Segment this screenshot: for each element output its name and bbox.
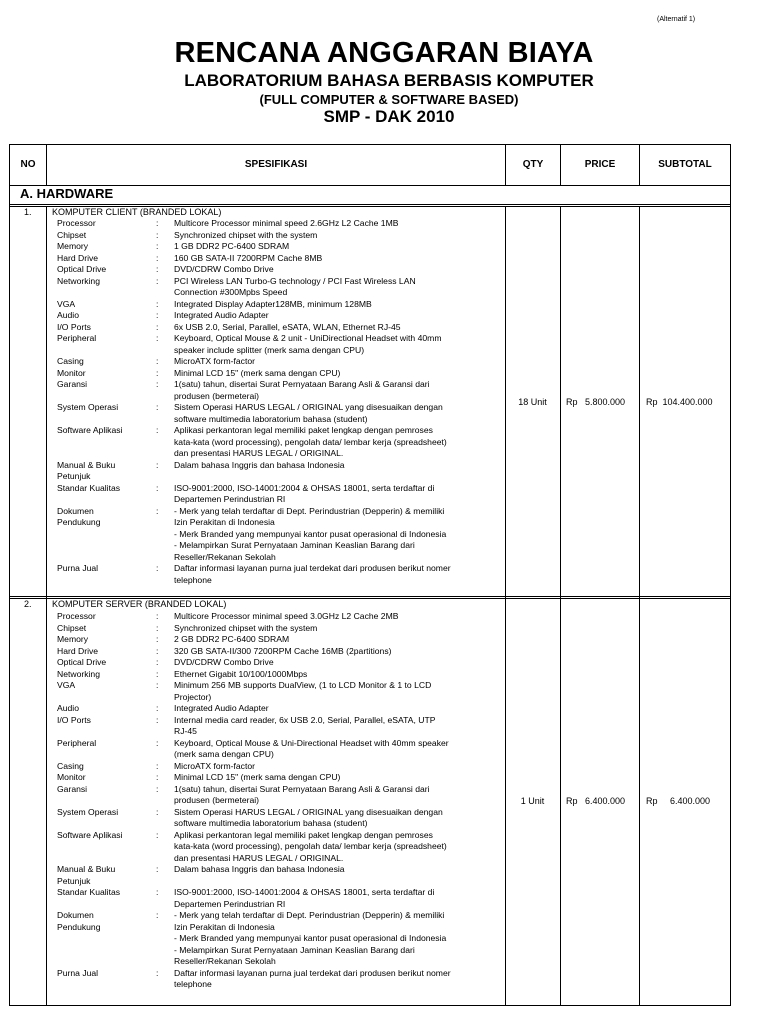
spec-row xyxy=(57,772,502,784)
spec-value xyxy=(174,887,502,910)
spec-label xyxy=(57,333,156,345)
document-subtitle-3: SMP - DAK 2010 xyxy=(323,107,455,126)
spec-separator: : xyxy=(156,714,159,725)
spec-separator: : xyxy=(156,563,159,573)
spec-value xyxy=(174,669,502,681)
spec-value-line: - Melampirkan Surat Pernyataan Jaminan Keaslian Barang dari xyxy=(174,540,415,550)
spec-row xyxy=(57,761,502,773)
spec-label-line: Audio xyxy=(57,310,79,320)
spec-label xyxy=(57,657,156,669)
spec-value xyxy=(174,253,502,265)
spec-value-line: speaker include splitter (merk sama dengan CPU) xyxy=(174,344,365,355)
spec-row xyxy=(57,623,502,635)
spec-value xyxy=(174,322,502,334)
spec-value-line: Connection #300Mpbs Speed xyxy=(174,287,288,297)
table-bottom-border xyxy=(9,1005,731,1006)
spec-value xyxy=(174,623,502,635)
spec-label xyxy=(57,299,156,311)
spec-label xyxy=(57,887,156,899)
spec-separator: : xyxy=(156,622,159,633)
spec-label-line: Pendukung xyxy=(57,921,101,932)
spec-label xyxy=(57,611,156,623)
spec-value-line: 1(satu) tahun, disertai Surat Pernyataan Barang Asli & Garansi dari xyxy=(174,379,430,389)
item-qty: 1 Unit xyxy=(520,796,545,806)
spec-value xyxy=(174,483,502,506)
spec-value xyxy=(174,968,502,991)
spec-value xyxy=(174,506,502,564)
item-subtotal: Rp 6.400.000 xyxy=(646,796,711,806)
spec-label xyxy=(57,368,156,380)
spec-label xyxy=(57,356,156,368)
spec-label xyxy=(57,910,156,933)
spec-value xyxy=(174,563,502,586)
spec-value-line: telephone xyxy=(174,574,212,585)
spec-value-line: MicroATX form-factor xyxy=(174,356,256,366)
spec-label xyxy=(57,483,156,495)
spec-separator: : xyxy=(156,367,159,378)
spec-label xyxy=(57,784,156,796)
spec-separator: : xyxy=(156,760,159,771)
spec-label-line: Manual & Buku xyxy=(57,459,116,470)
document-subtitle: LABORATORIUM BAHASA BERBASIS KOMPUTER xyxy=(184,71,594,90)
spec-value-line: ISO-9001:2000, ISO-14001:2004 & OHSAS 18001, serta terdaftar di xyxy=(174,482,435,493)
spec-separator: : xyxy=(156,333,159,343)
spec-row xyxy=(57,379,502,402)
spec-value-line: Ethernet Gigabit 10/100/1000Mbps xyxy=(174,668,308,679)
spec-value-line: Multicore Processor minimal speed 3.0GHz L2 Cache 2MB xyxy=(174,611,399,621)
spec-label-line: Optical Drive xyxy=(57,264,107,274)
spec-separator: : xyxy=(156,482,159,493)
spec-separator: : xyxy=(156,910,159,920)
spec-value xyxy=(174,910,502,968)
row-1-bottom-border xyxy=(9,596,731,597)
spec-value xyxy=(174,703,502,715)
spec-value-line: Izin Perakitan di Indonesia xyxy=(174,921,275,932)
spec-row xyxy=(57,299,502,311)
spec-separator: : xyxy=(156,864,159,874)
spec-label-line: Hard Drive xyxy=(57,645,99,656)
spec-value xyxy=(174,761,502,773)
spec-row xyxy=(57,887,502,910)
spec-list xyxy=(57,218,502,586)
spec-row xyxy=(57,830,502,865)
spec-label-line: Hard Drive xyxy=(57,252,99,263)
spec-value xyxy=(174,333,502,356)
item-price: Rp 5.800.000 xyxy=(566,397,626,407)
item-price: Rp 6.400.000 xyxy=(566,796,626,806)
spec-value xyxy=(174,830,502,865)
spec-value-line: Projector) xyxy=(174,691,212,702)
spec-value-line: RJ-45 xyxy=(174,726,197,736)
spec-label-line: Networking xyxy=(57,275,100,286)
spec-separator: : xyxy=(156,356,159,366)
spec-row xyxy=(57,807,502,830)
spec-value-line: Reseller/Rekanan Sekolah xyxy=(174,956,276,966)
spec-label xyxy=(57,772,156,784)
spec-value-line: software multimedia laboratorium bahasa (student) xyxy=(174,818,368,828)
spec-value-line: Multicore Processor minimal speed 2.6GHz L2 Cache 1MB xyxy=(174,218,399,228)
spec-label-line: Garansi xyxy=(57,783,88,794)
spec-label-line: Optical Drive xyxy=(57,657,107,667)
spec-label-line: Pendukung xyxy=(57,517,101,527)
spec-label xyxy=(57,322,156,334)
spec-label-line: Casing xyxy=(57,760,84,771)
spec-label-line: Processor xyxy=(57,218,96,228)
spec-value-line: Minimal LCD 15" (merk sama dengan CPU) xyxy=(174,772,341,782)
spec-separator: : xyxy=(156,668,159,679)
spec-label-line: System Operasi xyxy=(57,806,119,817)
table-right-border xyxy=(730,144,731,1006)
spec-row xyxy=(57,657,502,669)
spec-separator: : xyxy=(156,703,159,713)
spec-label xyxy=(57,563,156,575)
spec-label xyxy=(57,460,156,483)
header-price: PRICE xyxy=(584,159,616,170)
spec-value-line: PCI Wireless LAN Turbo-G technology / PCI Fast Wireless LAN xyxy=(174,275,416,286)
spec-separator: : xyxy=(156,252,159,263)
item-title: KOMPUTER SERVER (BRANDED LOKAL) xyxy=(52,599,227,609)
spec-value-line: Synchronized chipset with the system xyxy=(174,622,318,633)
spec-separator: : xyxy=(156,310,159,320)
spec-value-line: Minimal LCD 15" (merk sama dengan CPU) xyxy=(174,367,341,378)
spec-separator: : xyxy=(156,505,159,516)
spec-separator: : xyxy=(156,218,159,228)
spec-value xyxy=(174,657,502,669)
spec-value-line: Minimum 256 MB supports DualView, (1 to LCD Monitor & 1 to LCD xyxy=(174,680,432,690)
spec-label xyxy=(57,830,156,842)
spec-row xyxy=(57,356,502,368)
spec-separator: : xyxy=(156,241,159,251)
item-qty: 18 Unit xyxy=(518,397,547,407)
spec-value-line: Daftar informasi layanan purna jual terdekat dari produsen berikut nomer xyxy=(174,563,451,573)
spec-value xyxy=(174,646,502,658)
spec-value xyxy=(174,634,502,646)
spec-value-line: - Merk yang telah terdaftar di Dept. Perindustrian (Depperin) & memiliki xyxy=(174,505,445,516)
spec-separator: : xyxy=(156,275,159,286)
spec-value xyxy=(174,379,502,402)
spec-label-line: Peripheral xyxy=(57,333,97,343)
spec-value-line: Izin Perakitan di Indonesia xyxy=(174,517,275,527)
spec-value-line: (merk sama dengan CPU) xyxy=(174,749,274,759)
spec-row xyxy=(57,506,502,564)
spec-value xyxy=(174,218,502,230)
spec-value xyxy=(174,460,502,472)
item-subtotal: Rp 104.400.000 xyxy=(646,397,713,407)
spec-label xyxy=(57,241,156,253)
spec-row xyxy=(57,264,502,276)
spec-label xyxy=(57,761,156,773)
spec-label xyxy=(57,807,156,819)
spec-row xyxy=(57,968,502,991)
spec-label-line: Casing xyxy=(57,356,84,366)
spec-value xyxy=(174,680,502,703)
spec-value-line: 160 GB SATA-II 7200RPM Cache 8MB xyxy=(174,252,323,263)
spec-label xyxy=(57,425,156,437)
spec-label-line: VGA xyxy=(57,680,76,690)
spec-separator: : xyxy=(156,967,159,978)
spec-value xyxy=(174,864,502,876)
spec-value-line: Reseller/Rekanan Sekolah xyxy=(174,551,276,562)
spec-label xyxy=(57,864,156,887)
header-spec: SPESIFIKASI xyxy=(244,159,308,170)
spec-row xyxy=(57,460,502,483)
spec-separator: : xyxy=(156,887,159,897)
spec-value-line: Synchronized chipset with the system xyxy=(174,229,318,240)
spec-row xyxy=(57,784,502,807)
spec-separator: : xyxy=(156,379,159,389)
spec-value-line: produsen (bermeterai) xyxy=(174,795,260,805)
spec-row xyxy=(57,241,502,253)
spec-row xyxy=(57,333,502,356)
document-subtitle-2: (FULL COMPUTER & SOFTWARE BASED) xyxy=(259,92,519,107)
spec-label-line: Petunjuk xyxy=(57,471,91,481)
section-bottom-border xyxy=(9,204,731,205)
spec-label xyxy=(57,276,156,288)
spec-row xyxy=(57,218,502,230)
spec-row xyxy=(57,669,502,681)
spec-label-line: VGA xyxy=(57,298,76,309)
spec-value-line: - Merk Branded yang mempunyai kantor pusat operasional di Indonesia xyxy=(174,528,447,539)
spec-separator: : xyxy=(156,772,159,782)
spec-label xyxy=(57,264,156,276)
spec-label-line: Peripheral xyxy=(57,737,97,748)
spec-value xyxy=(174,310,502,322)
spec-separator: : xyxy=(156,657,159,667)
spec-row xyxy=(57,483,502,506)
spec-value-line: DVD/CDRW Combo Drive xyxy=(174,657,274,667)
body-divider-spec xyxy=(505,206,506,1006)
item-title: KOMPUTER CLIENT (BRANDED LOKAL) xyxy=(52,207,222,217)
spec-separator: : xyxy=(156,402,159,412)
spec-separator: : xyxy=(156,425,159,435)
spec-value-line: 320 GB SATA-II/300 7200RPM Cache 16MB (2partitions) xyxy=(174,645,392,656)
spec-label-line: Dokumen xyxy=(57,910,94,920)
spec-label xyxy=(57,379,156,391)
spec-value-line: Daftar informasi layanan purna jual terdekat dari produsen berikut nomer xyxy=(174,967,451,978)
spec-label xyxy=(57,968,156,980)
spec-separator: : xyxy=(156,298,159,309)
spec-value-line: Dalam bahasa Inggris dan bahasa Indonesia xyxy=(174,459,345,470)
body-divider-price xyxy=(639,206,640,1006)
spec-label-line: Manual & Buku xyxy=(57,864,116,874)
spec-value-line: 6x USB 2.0, Serial, Parallel, eSATA, WLAN, Ethernet RJ-45 xyxy=(174,321,401,332)
spec-value-line: Aplikasi perkantoran legal memiliki paket lengkap dengan pemroses xyxy=(174,425,433,435)
spec-label-line: Standar Kualitas xyxy=(57,482,121,493)
spec-row xyxy=(57,310,502,322)
spec-value xyxy=(174,368,502,380)
item-number: 1. xyxy=(24,207,32,217)
spec-separator: : xyxy=(156,611,159,621)
spec-row xyxy=(57,402,502,425)
spec-separator: : xyxy=(156,806,159,817)
spec-label-line: Processor xyxy=(57,611,96,621)
spec-label xyxy=(57,506,156,529)
spec-label xyxy=(57,703,156,715)
spec-label-line: Dokumen xyxy=(57,505,94,516)
spec-label xyxy=(57,669,156,681)
spec-value-line: Integrated Audio Adapter xyxy=(174,310,269,320)
spec-value-line: ISO-9001:2000, ISO-14001:2004 & OHSAS 18001, serta terdaftar di xyxy=(174,887,435,897)
spec-value xyxy=(174,784,502,807)
spec-value-line: kata-kata (word processing), pengolah data/ lembar kerja (spreadsheet) xyxy=(174,436,447,447)
spec-separator: : xyxy=(156,783,159,794)
alternative-note: (Alternatif 1) xyxy=(657,16,696,23)
spec-value xyxy=(174,772,502,784)
spec-label-line: Petunjuk xyxy=(57,875,91,886)
spec-value-line: Integrated Display Adapter128MB, minimum 128MB xyxy=(174,298,372,309)
spec-separator: : xyxy=(156,737,159,748)
spec-list xyxy=(57,611,502,991)
spec-row xyxy=(57,425,502,460)
spec-value xyxy=(174,402,502,425)
spec-row xyxy=(57,864,502,887)
spec-value-line: Dalam bahasa Inggris dan bahasa Indonesia xyxy=(174,864,345,874)
spec-label-line: Memory xyxy=(57,634,89,644)
spec-value xyxy=(174,738,502,761)
spec-label-line: System Operasi xyxy=(57,402,119,412)
spec-value-line: Departemen Perindustrian RI xyxy=(174,494,286,504)
header-subtotal: SUBTOTAL xyxy=(658,159,712,170)
header-qty: QTY xyxy=(522,159,544,170)
spec-value-line: Keyboard, Optical Mouse & Uni-Directional Headset with 40mm speaker xyxy=(174,737,449,748)
spec-value-line: produsen (bermeterai) xyxy=(174,390,260,401)
spec-label-line: Audio xyxy=(57,703,79,713)
spec-value xyxy=(174,276,502,299)
spec-separator: : xyxy=(156,645,159,656)
spec-label xyxy=(57,218,156,230)
spec-row xyxy=(57,715,502,738)
spec-label xyxy=(57,623,156,635)
spec-label xyxy=(57,310,156,322)
spec-label-line: Software Aplikasi xyxy=(57,425,123,435)
spec-label-line: Purna Jual xyxy=(57,967,99,978)
spec-row xyxy=(57,646,502,658)
spec-row xyxy=(57,611,502,623)
spec-value-line: - Melampirkan Surat Pernyataan Jaminan Keaslian Barang dari xyxy=(174,944,415,955)
spec-separator: : xyxy=(156,229,159,240)
spec-label-line: Software Aplikasi xyxy=(57,829,123,840)
spec-value xyxy=(174,425,502,460)
spec-label xyxy=(57,715,156,727)
spec-value-line: Internal media card reader, 6x USB 2.0, Serial, Parallel, eSATA, UTP xyxy=(174,714,436,725)
spec-row xyxy=(57,634,502,646)
spec-separator: : xyxy=(156,264,159,274)
spec-separator: : xyxy=(156,829,159,840)
spec-label-line: Memory xyxy=(57,241,89,251)
spec-value xyxy=(174,807,502,830)
spec-value xyxy=(174,715,502,738)
document-title: RENCANA ANGGARAN BIAYA xyxy=(174,37,594,69)
spec-label xyxy=(57,402,156,414)
spec-separator: : xyxy=(156,680,159,690)
spec-row xyxy=(57,276,502,299)
spec-value-line: - Merk Branded yang mempunyai kantor pusat operasional di Indonesia xyxy=(174,933,447,943)
spec-value-line: Aplikasi perkantoran legal memiliki paket lengkap dengan pemroses xyxy=(174,829,433,840)
header-no: NO xyxy=(20,159,36,170)
spec-label-line: Chipset xyxy=(57,229,87,240)
spec-value xyxy=(174,230,502,242)
body-divider-qty xyxy=(560,206,561,1006)
spec-label-line: Chipset xyxy=(57,622,87,633)
spec-separator: : xyxy=(156,321,159,332)
spec-separator: : xyxy=(156,459,159,470)
spec-value-line: software multimedia laboratorium bahasa (student) xyxy=(174,413,368,424)
spec-label-line: Monitor xyxy=(57,367,86,378)
spec-label-line: Networking xyxy=(57,668,100,679)
spec-row xyxy=(57,738,502,761)
spec-row xyxy=(57,703,502,715)
spec-row xyxy=(57,680,502,703)
spec-label-line: Purna Jual xyxy=(57,563,99,573)
spec-value-line: MicroATX form-factor xyxy=(174,760,256,771)
spec-row xyxy=(57,910,502,968)
spec-value-line: 1 GB DDR2 PC-6400 SDRAM xyxy=(174,241,290,251)
spec-row xyxy=(57,368,502,380)
spec-separator: : xyxy=(156,634,159,644)
table-left-border xyxy=(9,144,10,1006)
spec-value xyxy=(174,611,502,623)
spec-label xyxy=(57,738,156,750)
spec-value-line: 1(satu) tahun, disertai Surat Pernyataan Barang Asli & Garansi dari xyxy=(174,783,430,794)
spec-value-line: Departemen Perindustrian RI xyxy=(174,898,286,909)
spec-label xyxy=(57,253,156,265)
spec-value-line: Sistem Operasi HARUS LEGAL / ORIGINAL yang disesuaikan dengan xyxy=(174,402,443,412)
spec-label xyxy=(57,634,156,646)
spec-label xyxy=(57,680,156,692)
spec-value-line: dan presentasi HARUS LEGAL / ORIGINAL. xyxy=(174,852,344,863)
spec-value-line: Integrated Audio Adapter xyxy=(174,703,269,713)
spec-label-line: Standar Kualitas xyxy=(57,887,121,897)
spec-value-line: Keyboard, Optical Mouse & 2 unit - UniDirectional Headset with 40mm xyxy=(174,333,442,343)
section-hardware: A. HARDWARE xyxy=(20,186,114,201)
spec-value xyxy=(174,356,502,368)
spec-label xyxy=(57,646,156,658)
spec-row xyxy=(57,230,502,242)
spec-label-line: I/O Ports xyxy=(57,321,91,332)
spec-value-line: kata-kata (word processing), pengolah data/ lembar kerja (spreadsheet) xyxy=(174,841,447,851)
spec-row xyxy=(57,253,502,265)
spec-label-line: I/O Ports xyxy=(57,714,91,725)
spec-row xyxy=(57,322,502,334)
spec-label xyxy=(57,230,156,242)
spec-row xyxy=(57,563,502,586)
spec-value xyxy=(174,264,502,276)
spec-value xyxy=(174,299,502,311)
body-divider-no xyxy=(46,206,47,1006)
spec-value-line: DVD/CDRW Combo Drive xyxy=(174,264,274,274)
header-bottom-border xyxy=(9,185,731,186)
spec-label-line: Monitor xyxy=(57,772,86,782)
spec-value-line: dan presentasi HARUS LEGAL / ORIGINAL. xyxy=(174,448,344,458)
spec-value xyxy=(174,241,502,253)
spec-value-line: 2 GB DDR2 PC-6400 SDRAM xyxy=(174,634,290,644)
spec-label-line: Garansi xyxy=(57,379,88,389)
item-number: 2. xyxy=(24,599,32,609)
spec-value-line: - Merk yang telah terdaftar di Dept. Perindustrian (Depperin) & memiliki xyxy=(174,910,445,920)
spec-value-line: Sistem Operasi HARUS LEGAL / ORIGINAL yang disesuaikan dengan xyxy=(174,806,443,817)
spec-value-line: telephone xyxy=(174,979,212,989)
